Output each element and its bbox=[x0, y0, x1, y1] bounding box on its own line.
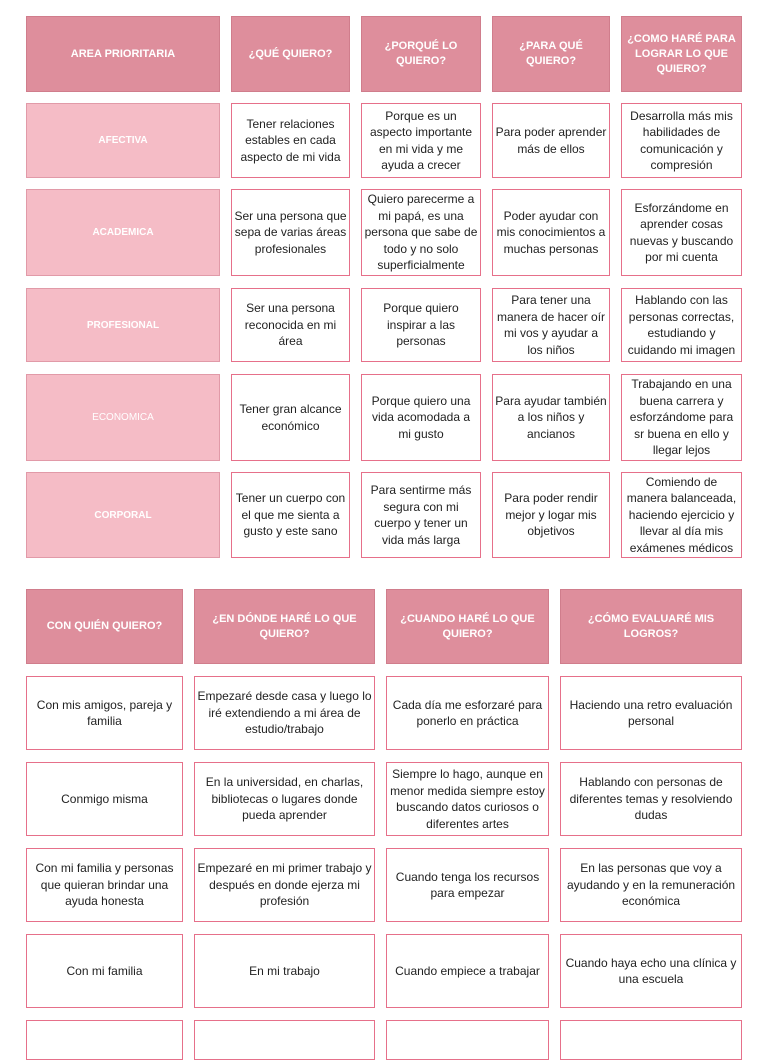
table2-cell: En las personas que voy a ayudando y en la remuneración económica bbox=[560, 848, 742, 922]
table1-header-2: ¿PORQUÉ LO QUIERO? bbox=[361, 16, 481, 92]
table2-cell: Hablando con personas de diferentes temas y resolviendo dudas bbox=[560, 762, 742, 836]
table1-cell: Para ayudar también a los niños y ancianos bbox=[492, 374, 610, 461]
table2-cell bbox=[386, 1020, 549, 1060]
table1-header-1: ¿QUÉ QUIERO? bbox=[231, 16, 350, 92]
table1-cell: Para poder aprender más de ellos bbox=[492, 103, 610, 178]
table2-header-1: ¿EN DÓNDE HARÉ LO QUE QUIERO? bbox=[194, 589, 375, 664]
table2-cell: En mi trabajo bbox=[194, 934, 375, 1008]
table1-cell: Porque quiero una vida acomodada a mi gusto bbox=[361, 374, 481, 461]
table2-cell: Empezaré en mi primer trabajo y después en donde ejerza mi profesión bbox=[194, 848, 375, 922]
table1-row-label: ACADEMICA bbox=[26, 189, 220, 276]
table2-cell bbox=[194, 1020, 375, 1060]
table1-row-label: ECONOMICA bbox=[26, 374, 220, 461]
table1-cell: Tener gran alcance económico bbox=[231, 374, 350, 461]
table2-cell: En la universidad, en charlas, bibliotecas o lugares donde pueda aprender bbox=[194, 762, 375, 836]
table1-cell: Comiendo de manera balanceada, haciendo ejercicio y llevar al día mis exámenes médicos bbox=[621, 472, 742, 558]
table2-cell: Cuando tenga los recursos para empezar bbox=[386, 848, 549, 922]
table2-header-3: ¿CÓMO EVALUARÉ MIS LOGROS? bbox=[560, 589, 742, 664]
table1-cell: Hablando con las personas correctas, estudiando y cuidando mi imagen bbox=[621, 288, 742, 362]
table1-cell: Quiero parecerme a mi papá, es una persona que sabe de todo y no solo superficialmente bbox=[361, 189, 481, 276]
table2-cell: Siempre lo hago, aunque en menor medida siempre estoy buscando datos curiosos o diferentes artes bbox=[386, 762, 549, 836]
table1-cell: Ser una persona reconocida en mi área bbox=[231, 288, 350, 362]
table2-cell bbox=[560, 1020, 742, 1060]
table1-cell: Tener un cuerpo con el que me sienta a gusto y este sano bbox=[231, 472, 350, 558]
table1-cell: Porque es un aspecto importante en mi vida y me ayuda a crecer bbox=[361, 103, 481, 178]
table1-cell: Porque quiero inspirar a las personas bbox=[361, 288, 481, 362]
table2-cell: Cuando haya echo una clínica y una escuela bbox=[560, 934, 742, 1008]
table1-cell: Ser una persona que sepa de varias áreas profesionales bbox=[231, 189, 350, 276]
table2-cell: Cuando empiece a trabajar bbox=[386, 934, 549, 1008]
table2-cell: Con mi familia bbox=[26, 934, 183, 1008]
table2-header-0: CON QUIÉN QUIERO? bbox=[26, 589, 183, 664]
table1-row-label: AFECTIVA bbox=[26, 103, 220, 178]
table1-cell: Para sentirme más segura con mi cuerpo y tener un vida más larga bbox=[361, 472, 481, 558]
table2-header-2: ¿CUANDO HARÉ LO QUE QUIERO? bbox=[386, 589, 549, 664]
table2-cell: Con mis amigos, pareja y familia bbox=[26, 676, 183, 750]
table1-cell: Poder ayudar con mis conocimientos a muchas personas bbox=[492, 189, 610, 276]
table2-cell: Haciendo una retro evaluación personal bbox=[560, 676, 742, 750]
table1-header-3: ¿PARA QUÉ QUIERO? bbox=[492, 16, 610, 92]
table1-row-label: CORPORAL bbox=[26, 472, 220, 558]
table1-cell: Para poder rendir mejor y logar mis objetivos bbox=[492, 472, 610, 558]
table2-cell bbox=[26, 1020, 183, 1060]
table1-row-label: PROFESIONAL bbox=[26, 288, 220, 362]
table2-cell: Con mi familia y personas que quieran brindar una ayuda honesta bbox=[26, 848, 183, 922]
table1-header-4: ¿COMO HARÉ PARA LOGRAR LO QUE QUIERO? bbox=[621, 16, 742, 92]
table2-cell: Conmigo misma bbox=[26, 762, 183, 836]
table1-cell: Esforzándome en aprender cosas nuevas y buscando por mi cuenta bbox=[621, 189, 742, 276]
table2-cell: Empezaré desde casa y luego lo iré extendiendo a mi área de estudio/trabajo bbox=[194, 676, 375, 750]
table2-cell: Cada día me esforzaré para ponerlo en práctica bbox=[386, 676, 549, 750]
table1-cell: Tener relaciones estables en cada aspecto de mi vida bbox=[231, 103, 350, 178]
table1-header-0: AREA PRIORITARIA bbox=[26, 16, 220, 92]
table1-cell: Trabajando en una buena carrera y esforzándome para sr buena en ello y llegar lejos bbox=[621, 374, 742, 461]
table1-cell: Desarrolla más mis habilidades de comunicación y compresión bbox=[621, 103, 742, 178]
table1-cell: Para tener una manera de hacer oír mi vos y ayudar a los niños bbox=[492, 288, 610, 362]
